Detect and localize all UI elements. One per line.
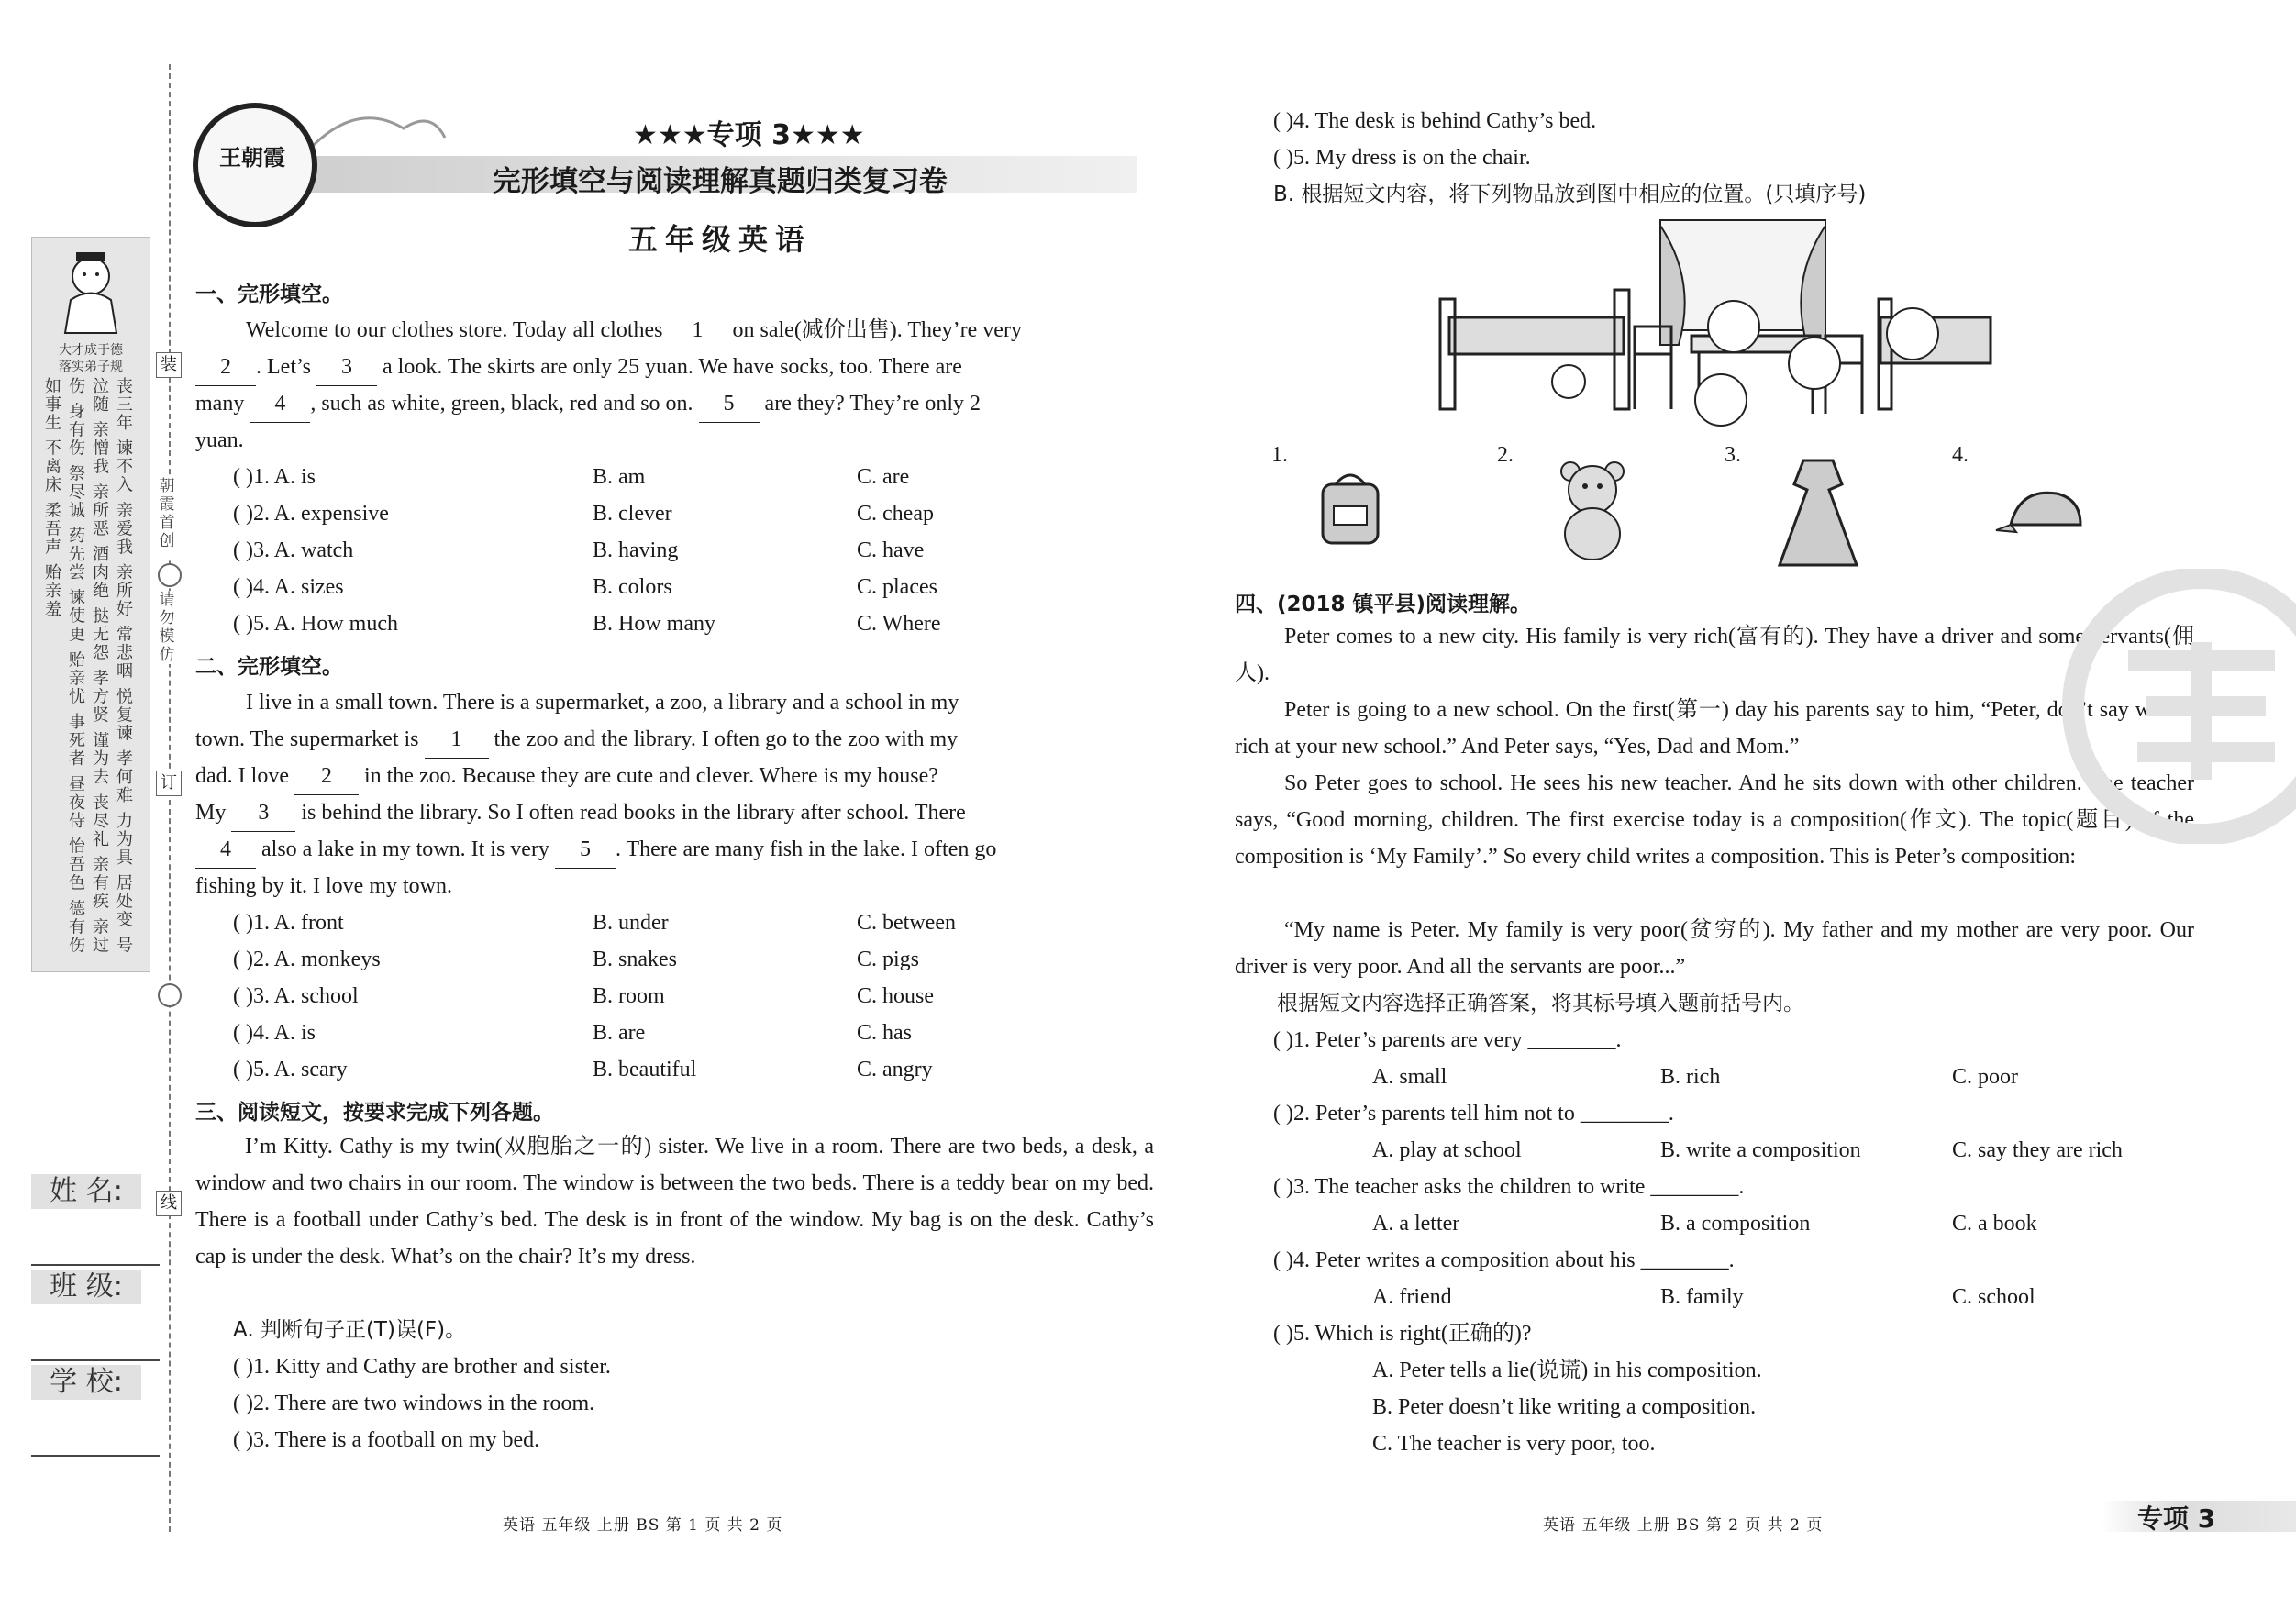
school-line[interactable] [31,1400,160,1457]
sec1-q5[interactable]: ( )5. A. How much [233,612,398,636]
binding-note-1: 朝霞首创 [156,477,178,560]
sec4-q2[interactable]: ( )2. Peter’s parents tell him not to ________. [1273,1102,1674,1126]
sec1-line-2 [195,349,962,386]
sec4-q1[interactable]: ( )1. Peter’s parents are very ________. [1273,1028,1622,1052]
sec2-text-3a: dad. I love [195,764,289,788]
sec3-a-4[interactable]: ( )4. The desk is behind Cathy’s bed. [1273,109,1597,133]
sec2-q2[interactable]: ( )2. A. monkeys [233,948,381,971]
sec2-q1-b[interactable]: B. under [593,911,669,935]
sec1-blank-5: 5 [699,385,760,423]
sec1-blank-1: 1 [669,312,727,349]
binding-mark-ding: 订 [156,771,182,796]
dress-icon [1772,457,1864,569]
sec4-q4-a[interactable]: A. friend [1372,1285,1452,1309]
special-topic-label: ★★★专项 3★★★ [633,119,865,151]
binding-note-2: 请勿模仿 [156,591,178,664]
sec2-q2-b[interactable]: B. snakes [593,948,677,971]
class-label: 班 级: [31,1270,141,1304]
sec2-q2-c[interactable]: C. pigs [857,948,920,971]
sec3-part-b: B. 根据短文内容，将下列物品放到图中相应的位置。(只填序号) [1273,183,1867,206]
motto-line-1: 大才成于德 [59,343,123,358]
sec2-blank-3: 3 [231,794,295,832]
placeholder-circle-chair [1789,338,1840,389]
footer-left: 英语 五年级 上册 BS 第 1 页 共 2 页 [503,1516,783,1535]
sec4-q1-c[interactable]: C. poor [1952,1065,2018,1089]
sec1-blank-2: 2 [195,349,256,386]
cap-icon [1992,484,2093,543]
room-illustration [1431,216,2000,433]
ribbon-decoration [303,101,449,156]
left-margin-strip [31,237,150,972]
sec2-q5[interactable]: ( )5. A. scary [233,1058,348,1081]
footer-right: 英语 五年级 上册 BS 第 2 页 共 2 页 [1543,1516,1824,1535]
sec1-text-1: Welcome to our clothes store. Today all clothes [246,318,663,342]
sec2-q3[interactable]: ( )3. A. school [233,984,359,1008]
school-label: 学 校: [31,1365,141,1400]
sec4-q3-b[interactable]: B. a composition [1660,1212,1811,1236]
item-label-3: 3. [1725,443,1741,467]
sec2-q3-b[interactable]: B. room [593,984,665,1008]
sec1-text-7: are they? They’re only 2 [764,392,981,416]
sec3-passage: I’m Kitty. Cathy is my twin(双胞胎之一的) sister. We live in a room. There are two beds, a desk, a window and two chairs in our room. The window is between the two beds. There is a teddy bear on my bed. There is a football under Cathy’s bed. The desk is in front of the window. My bag is on the desk. Cathy’s cap is under the desk. What’s on the chair? It’s my dress. [195,1135,1154,1269]
binding-line [169,64,171,1532]
sec2-blank-5: 5 [555,831,616,869]
placeholder-circle-bed [1887,308,1938,360]
sec1-q3[interactable]: ( )3. A. watch [233,538,354,562]
placeholder-circle-window [1708,301,1759,352]
sec4-q3-c[interactable]: C. a book [1952,1212,2037,1236]
sec2-q5-c[interactable]: C. angry [857,1058,933,1081]
sec3-part-a: A. 判断句子正(T)误(F)。 [233,1318,467,1342]
sec1-text-2: on sale(减价出售). They’re very [732,318,1022,342]
sec2-text-2a: town. The supermarket is [195,727,419,751]
sec1-text-3: . Let’s [256,355,311,379]
sec2-blank-4: 4 [195,831,256,869]
binding-mark-zhuang: 装 [156,352,182,378]
sec1-q4[interactable]: ( )4. A. sizes [233,575,344,599]
placeholder-circle-under-desk [1695,374,1747,426]
sec3-a-5[interactable]: ( )5. My dress is on the chair. [1273,146,1531,170]
sec2-line-3 [195,758,938,795]
sec1-line-1 [246,312,1154,349]
sec1-q5-c[interactable]: C. Where [857,612,941,636]
sec1-q2[interactable]: ( )2. A. expensive [233,502,389,526]
sec4-q4-b[interactable]: B. family [1660,1285,1744,1309]
sec1-q5-b[interactable]: B. How many [593,612,715,636]
sec2-q5-b[interactable]: B. beautiful [593,1058,697,1081]
sec2-text-5b: . There are many fish in the lake. I often go [615,837,997,861]
sec4-q2-a[interactable]: A. play at school [1372,1138,1522,1162]
sec1-q4-c[interactable]: C. places [857,575,937,599]
sec4-q1-b[interactable]: B. rich [1660,1065,1721,1089]
sec2-q4[interactable]: ( )4. A. is [233,1021,316,1045]
sec2-q1-c[interactable]: C. between [857,911,956,935]
sec1-q3-c[interactable]: C. have [857,538,925,562]
sec4-q3[interactable]: ( )3. The teacher asks the children to write ________. [1273,1175,1745,1199]
sec4-paragraph-1: Peter comes to a new city. His family is very rich(富有的). They have a driver and some servants(佣人). [1235,625,2194,685]
sec2-line-6: fishing by it. I love my town. [195,874,452,898]
sec1-q1-b[interactable]: B. am [593,465,646,489]
sec4-paragraph-2: Peter is going to a new school. On the first(第一) day his parents say to him, “Peter, don’t say we are rich at your new school.” And Peter says, “Yes, Dad and Mom.” [1235,698,2194,759]
sec4-q4-c[interactable]: C. school [1952,1285,2035,1309]
sec2-text-2b: the zoo and the library. I often go to the zoo with my [494,727,959,751]
sec1-q2-c[interactable]: C. cheap [857,502,934,526]
brand-logo-text: 王朝霞 [219,145,285,171]
sec2-text-4a: My [195,801,227,825]
sec1-text-8: yuan. [195,428,244,452]
sec1-text-5: many [195,392,245,416]
name-field[interactable] [31,1174,160,1266]
name-label: 姓 名: [31,1174,141,1209]
sec4-q1-a[interactable]: A. small [1372,1065,1447,1089]
sec2-blank-2: 2 [294,758,359,795]
bag-icon [1301,466,1402,549]
sec4-q2-b[interactable]: B. write a composition [1660,1138,1861,1162]
footer-topic-tag: 专项 3 [2137,1503,2216,1534]
school-field[interactable] [31,1365,160,1457]
sec4-paragraph-3: So Peter goes to school. He sees his new teacher. And he sits down with other children. The teacher says, “Good morning, children. The first exercise today is a composition(作文). The topic(题目) of the composition is ‘My Family’.” So every child writes a composition. This is Peter’s composition: [1235,771,2194,869]
sec2-line-1: I live in a small town. There is a supermarket, a zoo, a library and a school in my [246,691,959,715]
sec3-a-1[interactable]: ( )1. Kitty and Cathy are brother and sister. [233,1355,611,1379]
sec4-paragraph-4: “My name is Peter. My family is very poor(贫穷的). My father and my mother are very poor. Our driver is very poor. And all the servants are poor...” [1235,918,2194,979]
football [1552,365,1585,398]
section-4-title: 四、(2018 镇平县)阅读理解。 [1235,593,1532,616]
sec1-q1-c[interactable]: C. are [857,465,910,489]
sec4-q2-c[interactable]: C. say they are rich [1952,1138,2123,1162]
sec2-q4-b[interactable]: B. are [593,1021,646,1045]
sec4-q3-a[interactable]: A. a letter [1372,1212,1460,1236]
sec4-instruction: 根据短文内容选择正确答案，将其标号填入题前括号内。 [1277,992,1804,1015]
section-1-title: 一、完形填空。 [195,283,343,306]
scholar-illustration [52,245,129,337]
sec1-q3-b[interactable]: B. having [593,538,679,562]
motto-line-2: 落实弟子规 [59,360,123,374]
sec2-text-3b: in the zoo. Because they are cute and clever. Where is my house? [363,764,938,788]
sec4-q5-c[interactable]: C. The teacher is very poor, too. [1372,1432,1656,1456]
item-label-2: 2. [1497,443,1514,467]
sec2-q3-c[interactable]: C. house [857,984,934,1008]
grade-subject: 五年级英语 [627,222,812,257]
teddy-bear-icon [1547,457,1638,563]
sec3-a-3[interactable]: ( )3. There is a football on my bed. [233,1428,540,1452]
sec4-q5-b[interactable]: B. Peter doesn’t like writing a composition. [1372,1395,1757,1419]
class-field[interactable] [31,1270,160,1361]
binding-hole-2 [158,983,182,1007]
page-title: 完形填空与阅读理解真题归类复习卷 [493,165,948,198]
sec2-q1[interactable]: ( )1. A. front [233,911,344,935]
sec2-text-4b: is behind the library. So I often read books in the library after school. There [301,801,966,825]
sec2-line-2 [195,721,958,759]
sec1-line-3 [195,385,981,423]
section-3-title: 三、阅读短文，按要求完成下列各题。 [195,1101,554,1125]
sec2-line-4 [195,794,966,832]
sec1-q4-b[interactable]: B. colors [593,575,672,599]
sec2-q4-c[interactable]: C. has [857,1021,912,1045]
sec1-blank-3: 3 [316,349,377,386]
couplet-text: 丧三年 谏不入 亲爱我 亲所好 常悲咽 悦复谏 孝何难 力为具 居处变 号泣随 亲憎我 亲所恶 酒肉绝 挞无怨 孝方贤 谨为去 丧尽礼 亲有疾 亲过伤 身有伤 祭尽诚 药先尝 谏使更 贻亲忧 事死者 昼夜侍 怡吾色 德有伤 如事生 不离床 柔吾声 贻亲羞 [42,377,133,955]
binding-hole-1 [158,563,182,587]
item-label-1: 1. [1271,443,1288,467]
class-line[interactable] [31,1304,160,1361]
sec2-line-5 [195,831,996,869]
item-label-4: 4. [1952,443,1969,467]
sec3-a-2[interactable]: ( )2. There are two windows in the room. [233,1392,595,1415]
sec1-text-6: , such as white, green, black, red and so on. [310,392,693,416]
sec1-text-4: a look. The skirts are only 25 yuan. We have socks, too. There are [383,355,962,379]
sec1-q2-b[interactable]: B. clever [593,502,672,526]
bed-left [1440,290,1629,409]
sec1-blank-4: 4 [250,385,310,423]
watermark-seal [2046,569,2296,844]
sec2-blank-1: 1 [425,721,489,759]
couplet-block [39,377,142,964]
binding-mark-xian: 线 [156,1191,182,1216]
sec4-q5-a[interactable]: A. Peter tells a lie(说谎) in his composition. [1372,1359,1762,1382]
section-2-title: 二、完形填空。 [195,655,343,679]
sec1-q1[interactable]: ( )1. A. is [233,465,316,489]
sec2-text-5a: also a lake in my town. It is very [261,837,549,861]
sec4-q5[interactable]: ( )5. Which is right(正确的)? [1273,1322,1532,1346]
sec4-q4[interactable]: ( )4. Peter writes a composition about his ________. [1273,1248,1735,1272]
name-line[interactable] [31,1209,160,1266]
